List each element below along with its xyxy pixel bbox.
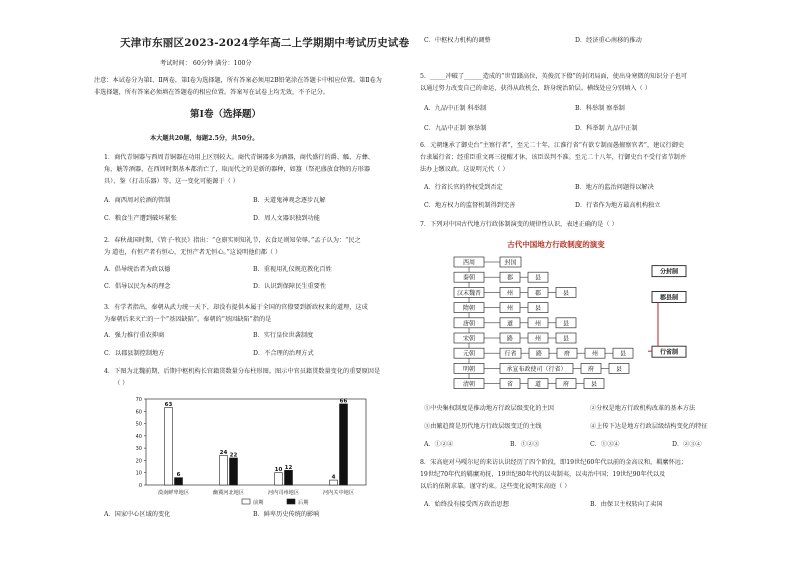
y-tick-label: 50	[135, 421, 142, 428]
exam-note-line-1: 注意：本试卷分为第Ⅰ、Ⅱ两卷，第Ⅰ卷为选择题，所有答案必须用2B铅笔涂在答题卡中相应位置。第Ⅱ卷为	[94, 77, 382, 84]
q6-option-d[interactable]: D．行省作为地方最高机构独立	[575, 202, 661, 209]
admin-evolution-diagram	[452, 237, 702, 397]
legend-label-late: 后期	[298, 500, 309, 506]
bar-value-label: 12	[284, 464, 293, 471]
y-tick-label: 70	[135, 397, 142, 403]
system-label: 郡县制	[659, 294, 679, 302]
bar-chart	[122, 393, 372, 511]
dynasty-label: 清朝	[462, 381, 476, 389]
q8-line-1: 8．宋高庭对马嘎尔尼的来访认识经历了四个阶段，即19世纪60年代以前的金高议和，羁縻怀远；	[420, 459, 688, 466]
dynasty-label: 汉末魏晋	[456, 289, 482, 297]
q3-option-b[interactable]: B．实行皇位世袭制度	[253, 332, 314, 339]
q3-line-2: 为秦朝后来灭亡的一个“基因缺陷”。秦朝的“基因缺陷”指的是	[104, 316, 272, 323]
bar-value-label: 24	[219, 450, 228, 457]
q5-line-1: 5．_____冲破了______造成的“世胄蹑高位，英俊沉下僚”的封闭局面，使出身寒微的知识分子也可	[420, 73, 688, 80]
y-tick-label: 0	[138, 483, 142, 489]
level-label: 县	[615, 365, 623, 373]
y-tick-label: 60	[135, 409, 142, 416]
q2-option-a[interactable]: A．倡导统治者为政以德	[104, 266, 171, 273]
q5-line-2: 以通过努力改变自己的命运，获得从政机会，跻身统治阶层。横线处应分别填入（ ）	[420, 85, 651, 92]
q7-option-b[interactable]: B．①②③	[510, 441, 540, 448]
level-label: 县	[619, 350, 627, 358]
dynasty-label: 元朝	[462, 350, 476, 358]
q4-option-b[interactable]: B．鲜卑历史传统的影响	[253, 511, 320, 518]
q4-line-2: （ ）	[114, 380, 129, 387]
x-category-label: 河内关中地区	[322, 490, 355, 496]
level-label: 行省	[504, 350, 517, 358]
legend-swatch-early	[242, 499, 250, 504]
level-label: 封国	[504, 259, 517, 267]
q6-line-2: 台隶属行省；经重臣重文再三提醒才休，该臣误判不准。至元二十八年，行御史台不受行省节制并	[420, 154, 687, 161]
q2-option-b[interactable]: B．重视用礼仪规范教化百姓	[253, 266, 332, 273]
q8-line-2: 19世纪70年代的羁縻劝抚，19世纪80年代的以夷制夷，以夷治中国；19世纪90年代以及	[420, 471, 666, 478]
level-label: 州	[534, 335, 542, 343]
level-label: 郡	[534, 289, 542, 297]
x-category-label: 河内司州地区	[267, 490, 300, 496]
exam-time-line: 考试时间： 60分钟 满分：100分	[160, 60, 252, 67]
bar-late	[230, 458, 238, 485]
diagram-svg	[452, 237, 702, 397]
level-label: 道	[534, 381, 542, 389]
section-subheading: 本大题共20题，每题2.5分，共50分。	[150, 135, 259, 142]
level-label: 府	[563, 350, 571, 358]
level-label: 州	[506, 305, 514, 313]
legend-label-early: 前期	[253, 500, 264, 506]
dynasty-label: 唐朝	[462, 320, 476, 328]
system-label: 行省制	[659, 349, 679, 357]
q4-option-c[interactable]: C．中枢权力机构的调整	[424, 37, 491, 44]
x-category-label: 漠南鲜卑地区	[157, 490, 190, 496]
x-category-label: 幽冀河北地区	[212, 490, 245, 496]
q2-option-c[interactable]: C．倡导以民为本的理念	[104, 283, 171, 290]
level-label: 路	[506, 335, 514, 343]
y-tick-label: 10	[135, 470, 142, 477]
q4-option-a[interactable]: A．国家中心区域的变化	[104, 511, 171, 518]
q2-option-d[interactable]: D．认识到保障民生重要性	[253, 283, 327, 290]
level-label: 县	[534, 274, 542, 282]
q6-option-a[interactable]: A．行省长官的特权受到否定	[424, 184, 503, 191]
q3-option-c[interactable]: C．以郡县制控制地方	[104, 350, 165, 357]
level-label: 府	[562, 381, 570, 389]
q2-line-1: 2．春秋战国时期，《管子·牧民》指出：“仓廪实则知礼节，衣食足则知荣辱。”孟子认为：“民之	[104, 237, 361, 244]
diagram-title: 古代中国地方行政制度的演变	[507, 240, 605, 249]
bar-value-label: 4	[331, 474, 336, 481]
bar-value-label: 6	[176, 472, 181, 479]
dynasty-label: 宋朝	[462, 335, 476, 343]
level-label: 省	[506, 381, 514, 389]
y-tick-label: 20	[135, 458, 142, 465]
q8-option-b[interactable]: B．由保卫主权转向了卖国	[590, 501, 663, 508]
level-label: 县	[590, 381, 598, 389]
level-label: 县	[562, 320, 570, 328]
section-heading: 第Ⅰ卷（选择题）	[190, 109, 261, 120]
bar-late	[340, 404, 348, 485]
level-label: 县	[562, 289, 570, 297]
exam-title: 天津市东丽区2023-2024学年高二上学期期中考试历史试卷	[120, 37, 410, 49]
dynasty-label: 秦朝	[462, 274, 476, 282]
dynasty-label: 明朝	[462, 365, 476, 373]
q1-option-d[interactable]: D．周人文器识独到功能	[253, 215, 320, 222]
dynasty-label: 隋朝	[462, 305, 476, 313]
q1-line-3: 具）、鉴（打击乐器）等。这一变化可能源于（ ）	[104, 178, 239, 185]
bar-value-label: 63	[164, 402, 173, 409]
bar-value-label: 10	[274, 467, 283, 474]
q4-line-1: 4．下图为北魏前期、后期中枢机构长官籍贯数量分布柱形图。图示中官员籍贯数量变化的重要原因是	[104, 368, 381, 375]
y-tick-label: 40	[135, 433, 142, 440]
q3-line-1: 3．有学者指出，秦朝从武力统一天下，却没有提供本属于全国的官僚要到新政权来的道理，这成	[104, 304, 368, 311]
q1-option-c[interactable]: C．粮食生产遭到破坏紧张	[104, 215, 177, 222]
q7-option-d[interactable]: D．②③④	[672, 441, 702, 448]
system-label: 分封制	[659, 268, 679, 276]
bar-early	[330, 480, 338, 485]
q5-option-d[interactable]: D．科举制 九品中正制	[575, 125, 638, 132]
bar-early	[165, 408, 173, 485]
bar-value-label: 22	[229, 452, 238, 459]
q1-option-a[interactable]: A．商西周对於酒的管制	[104, 197, 171, 204]
exam-note-line-2: 非选择题，所有答案必须填在答题卷的相应位置。答案写在试卷上均无效，不予记分。	[94, 89, 330, 96]
level-label: 承宣布政使司（行省）	[506, 365, 567, 373]
q6-option-b[interactable]: B．地方的监治问题得以解决	[575, 184, 654, 191]
q7-statement-2: ②分权是地方行政机构改革的基本方法	[590, 405, 696, 412]
q6-line-3: 法办上缴议政。这说明元代（ ）	[420, 166, 509, 173]
q1-line-1: 1．商代青铜器与西周青铜器在功用上区别较大。商代青铜器多为酒器，商代盛行的爵、觚、方彝、	[104, 154, 374, 161]
bar-late	[175, 478, 183, 485]
q5-option-b[interactable]: B．科举制 察举制	[575, 105, 625, 112]
q7-option-c[interactable]: C．①③④	[590, 441, 620, 448]
q4-option-d[interactable]: D．经济重心南移的推动	[575, 37, 642, 44]
q7-statement-3: ③由繁趋简是历代地方行政层级变迁的主线	[424, 423, 542, 430]
q3-option-a[interactable]: A．强力推行重农抑商	[104, 332, 165, 339]
q8-option-a[interactable]: A．始终没有接受西方政治思想	[424, 501, 509, 508]
bar-value-label: 66	[339, 398, 348, 405]
level-label: 府	[587, 365, 595, 373]
q3-option-d[interactable]: D．不合理的治理方式	[253, 350, 314, 357]
q7-option-a[interactable]: A．①②④	[424, 441, 454, 448]
q7-line-1: 7．下列对中国古代地方行政体制演变的规律性认识，表述正确的是（ ）	[420, 221, 618, 228]
level-label: 路	[535, 350, 543, 358]
level-label: 县	[534, 305, 542, 313]
q1-option-b[interactable]: B．天道鬼神观念逐步瓦解	[253, 197, 326, 204]
bar-early	[220, 456, 228, 485]
q5-option-a[interactable]: A．九品中正制 科举制	[424, 105, 487, 112]
level-label: 郡	[506, 274, 514, 282]
bar-late	[285, 470, 293, 485]
q7-statement-4: ④上传下达是地方行政层级结构变化的特征	[590, 423, 708, 430]
q1-line-2: 角、觥等酒器，在西周时期基本都消亡了，取而代之的是新的器种，如簋（祭祀盛放食物的方形器	[104, 166, 371, 173]
legend-swatch-late	[287, 499, 295, 504]
level-label: 县	[562, 335, 570, 343]
level-label: 州	[534, 320, 542, 328]
bar-early	[275, 473, 283, 485]
q5-option-c[interactable]: C．九品中正制 察举制	[424, 125, 487, 132]
level-label: 州	[591, 350, 599, 358]
bar-chart-svg	[122, 393, 372, 511]
q7-statement-1: ①中央集权制度是推动地方行政层级变化的主因	[424, 405, 554, 412]
q8-line-3: 以后的依附求靠。谨守约束。这些变化说明宋高庭（ ）	[420, 483, 571, 490]
q2-line-2: 为 道也，有恒产者有恒心，无恒产者无恒心。”这说明他们都（ ）	[104, 249, 282, 256]
y-tick-label: 30	[135, 446, 142, 453]
q6-option-c[interactable]: C．地方权力的监督机制得到完善	[424, 202, 516, 209]
level-label: 道	[506, 320, 514, 328]
dynasty-label: 西周	[462, 259, 476, 267]
q6-line-1: 6．元朝继承了御史台“主察行者”，至元二十年，江淮行省“有欲专制而愚擅察官者”，建议行御史	[420, 142, 685, 149]
level-label: 州	[506, 289, 514, 297]
